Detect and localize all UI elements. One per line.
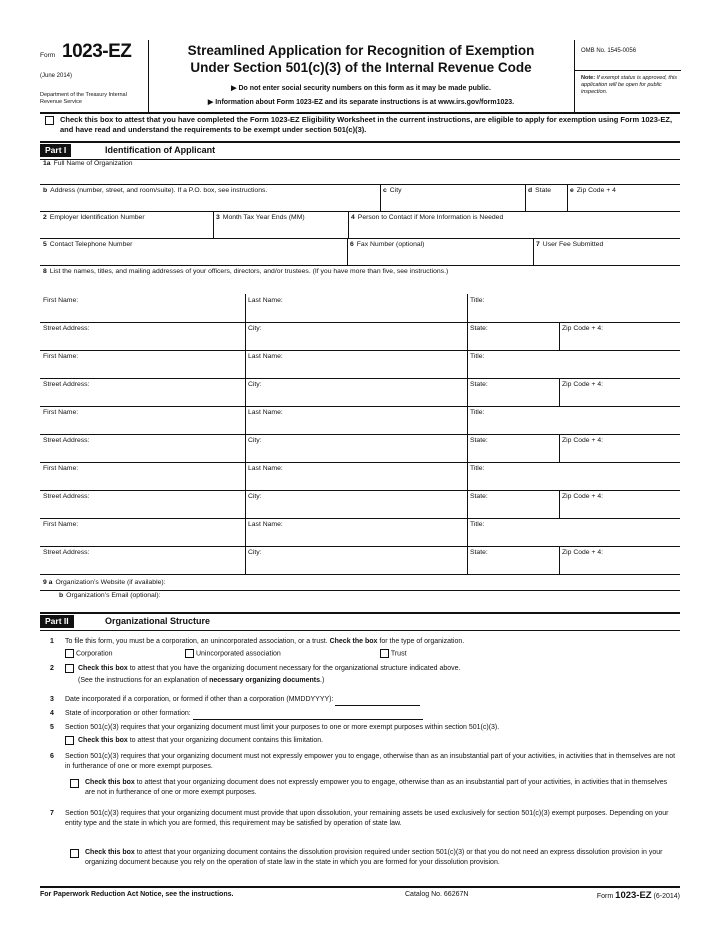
title-label: Title: bbox=[470, 465, 485, 472]
ein-label bbox=[43, 214, 145, 221]
title-label: Title: bbox=[470, 297, 485, 304]
form-page bbox=[40, 40, 680, 900]
officer-first-name-field[interactable] bbox=[40, 350, 246, 378]
field-label: Full Name of Organization bbox=[53, 160, 133, 167]
question-number: 4 bbox=[50, 710, 54, 717]
officer-title-field[interactable] bbox=[467, 518, 680, 546]
field-label: Address (number, street, and room/suite). If a P.O. box, see instructions. bbox=[50, 187, 268, 194]
omb-number: OMB No. 1545-0056 bbox=[581, 48, 637, 54]
title-block bbox=[148, 40, 574, 112]
telephone-field[interactable] bbox=[40, 239, 348, 265]
officer-street-field[interactable] bbox=[40, 546, 246, 574]
row-9b bbox=[40, 591, 680, 603]
first-name-label: First Name: bbox=[43, 297, 79, 304]
footer-form-number: 1023-EZ bbox=[615, 890, 652, 901]
q3-text bbox=[65, 695, 677, 706]
officer-city-field[interactable] bbox=[245, 546, 468, 574]
association-checkbox[interactable] bbox=[185, 649, 194, 658]
officer-address-row bbox=[40, 546, 680, 575]
officer-title-field[interactable] bbox=[467, 294, 680, 322]
title-label: Title: bbox=[470, 353, 485, 360]
q4-body: State of incorporation or other formation: bbox=[65, 710, 191, 717]
last-name-label: Last Name: bbox=[248, 521, 283, 528]
officer-city-field[interactable] bbox=[245, 378, 468, 406]
city-label: City: bbox=[248, 381, 262, 388]
officer-state-field[interactable] bbox=[467, 546, 560, 574]
field-label: Contact Telephone Number bbox=[49, 241, 133, 248]
fax-label bbox=[350, 241, 424, 248]
note-label: Note: bbox=[581, 75, 596, 81]
eligibility-attestation bbox=[40, 114, 680, 138]
officer-state-field[interactable] bbox=[467, 434, 560, 462]
q5-cb-text: to attest that your organizing document contains this limitation. bbox=[127, 737, 324, 744]
q4-text bbox=[65, 709, 677, 720]
city-label bbox=[383, 187, 402, 194]
last-name-label: Last Name: bbox=[248, 465, 283, 472]
field-label: Fax Number (optional) bbox=[356, 241, 425, 248]
officer-name-row bbox=[40, 462, 680, 491]
q5-bold: Check this box bbox=[78, 737, 128, 744]
row-8-header bbox=[40, 266, 680, 294]
officer-first-name-field[interactable] bbox=[40, 462, 246, 490]
q7-cb-text: to attest that your organizing document contains the dissolution provision required under section 501(c)(3) or that you do not need an express dissolution provision in your organizing document because you rely on the operation of state law in the state in which you are formed for your dissolution provision. bbox=[85, 849, 663, 866]
public-inspection-note bbox=[581, 75, 679, 96]
street-label: Street Address: bbox=[43, 437, 90, 444]
user-fee-label bbox=[536, 241, 603, 248]
officer-city-field[interactable] bbox=[245, 490, 468, 518]
first-name-label: First Name: bbox=[43, 409, 79, 416]
officer-zip-field[interactable] bbox=[559, 490, 680, 518]
officer-address-row bbox=[40, 322, 680, 351]
officer-last-name-field[interactable] bbox=[245, 294, 468, 322]
q6-attest bbox=[85, 778, 675, 797]
footer-form-id bbox=[597, 890, 680, 901]
last-name-label: Last Name: bbox=[248, 297, 283, 304]
form-title-line2: Under Section 501(c)(3) of the Internal Revenue Code bbox=[190, 60, 532, 75]
q6-bold: Check this box bbox=[85, 779, 135, 786]
field-num: 7 bbox=[536, 241, 540, 248]
part1-tag: Part I bbox=[40, 144, 71, 157]
email-field[interactable] bbox=[40, 591, 680, 603]
zip-label bbox=[570, 187, 616, 194]
officer-street-field[interactable] bbox=[40, 434, 246, 462]
q2-text bbox=[78, 664, 678, 674]
street-label: Street Address: bbox=[43, 493, 90, 500]
field-num: 5 bbox=[43, 241, 47, 248]
officer-street-field[interactable] bbox=[40, 490, 246, 518]
field-num: 2 bbox=[43, 214, 47, 221]
state-label: State: bbox=[470, 381, 488, 388]
q7-bold: Check this box bbox=[85, 849, 135, 856]
officer-last-name-field[interactable] bbox=[245, 462, 468, 490]
address-label bbox=[43, 187, 267, 194]
option-trust[interactable] bbox=[380, 649, 407, 659]
option-label: Corporation bbox=[75, 650, 113, 658]
officer-last-name-field[interactable] bbox=[245, 518, 468, 546]
zip-label: Zip Code + 4: bbox=[562, 381, 603, 388]
form-footer bbox=[40, 886, 680, 902]
zip-label: Zip Code + 4: bbox=[562, 437, 603, 444]
officer-first-name-field[interactable] bbox=[40, 518, 246, 546]
omb-block bbox=[574, 40, 681, 112]
form-id-block bbox=[40, 40, 149, 112]
form-label: Form bbox=[40, 52, 56, 59]
q5-checkbox[interactable] bbox=[65, 736, 74, 745]
field-num: b bbox=[59, 592, 64, 599]
field-num: e bbox=[570, 187, 574, 194]
row-1b bbox=[40, 185, 680, 212]
street-label: Street Address: bbox=[43, 381, 90, 388]
form-number: 1023-EZ bbox=[62, 41, 132, 62]
state-label: State: bbox=[470, 493, 488, 500]
option-label: Trust bbox=[390, 650, 407, 658]
field-num: c bbox=[383, 187, 387, 194]
field-num: 9 a bbox=[43, 579, 53, 586]
officer-last-name-field[interactable] bbox=[245, 406, 468, 434]
officer-street-field[interactable] bbox=[40, 378, 246, 406]
q2-body: to attest that you have the organizing document necessary for the organizational structure indicated above. bbox=[127, 665, 461, 672]
option-label: Unincorporated association bbox=[195, 650, 281, 658]
row-9a bbox=[40, 578, 680, 591]
q6-checkbox[interactable] bbox=[70, 779, 79, 788]
q1-tail: for the type of organization. bbox=[377, 638, 465, 645]
eligibility-attestation-text: Check this box to attest that you have completed the Form 1023-EZ Eligibility Worksheet in the current instructions, are eligible to apply for exemption using Form 1023-EZ, and have read and understand the requirements to be exempt under section 501(c)(3). bbox=[60, 115, 673, 134]
q2-checkbox[interactable] bbox=[65, 664, 74, 673]
row-1a bbox=[40, 158, 680, 185]
row-2-4 bbox=[40, 212, 680, 239]
contact-person-label bbox=[351, 214, 503, 221]
city-label: City: bbox=[248, 325, 262, 332]
field-label: Employer Identification Number bbox=[49, 214, 145, 221]
row-5-7 bbox=[40, 239, 680, 266]
question-number: 7 bbox=[50, 810, 54, 817]
fax-field[interactable] bbox=[347, 239, 534, 265]
officer-title-field[interactable] bbox=[467, 350, 680, 378]
officer-street-field[interactable] bbox=[40, 322, 246, 350]
part2-header bbox=[40, 612, 680, 631]
state-formation-input[interactable] bbox=[193, 709, 423, 720]
website-field[interactable] bbox=[40, 578, 680, 590]
field-num: 8 bbox=[43, 268, 47, 275]
officer-title-field[interactable] bbox=[467, 462, 680, 490]
city-field[interactable] bbox=[380, 185, 526, 211]
officer-name-row bbox=[40, 350, 680, 379]
city-label: City: bbox=[248, 437, 262, 444]
title-label: Title: bbox=[470, 521, 485, 528]
officer-state-field[interactable] bbox=[467, 378, 560, 406]
officer-state-field[interactable] bbox=[467, 490, 560, 518]
address-field[interactable] bbox=[40, 185, 381, 211]
first-name-label: First Name: bbox=[43, 353, 79, 360]
officer-zip-field[interactable] bbox=[559, 546, 680, 574]
field-num: b bbox=[43, 187, 48, 194]
q1-bold: Check the box bbox=[329, 638, 378, 645]
form-title-line1: Streamlined Application for Recognition of Exemption bbox=[187, 43, 535, 58]
note-text: If exempt status is approved, this application will be open for public inspection. bbox=[581, 75, 677, 95]
field-label: Organization’s Website (if available): bbox=[55, 579, 166, 586]
q2-sub-bold: necessary organizing documents bbox=[209, 677, 321, 684]
paperwork-notice: For Paperwork Reduction Act Notice, see the instructions. bbox=[40, 891, 234, 898]
q2-sub1: (See the instructions for an explanation of bbox=[78, 677, 210, 684]
officer-name-row bbox=[40, 294, 680, 323]
city-label: City: bbox=[248, 493, 262, 500]
officer-name-row bbox=[40, 518, 680, 547]
omb-divider bbox=[575, 70, 681, 71]
last-name-label: Last Name: bbox=[248, 409, 283, 416]
department-name: Department of the Treasury Internal Revenue Service bbox=[40, 92, 127, 105]
tax-year-label bbox=[216, 214, 305, 221]
org-name-label bbox=[43, 160, 133, 167]
field-label: List the names, titles, and mailing addresses of your officers, directors, and/or trustees. (If you have more than five, see instructions.) bbox=[49, 268, 449, 275]
footer-form-label: Form bbox=[596, 893, 616, 900]
q7-checkbox[interactable] bbox=[70, 849, 79, 858]
officer-city-field[interactable] bbox=[245, 322, 468, 350]
eligibility-checkbox[interactable] bbox=[45, 116, 54, 125]
field-num: 4 bbox=[351, 214, 355, 221]
field-label: City bbox=[389, 187, 402, 194]
footer-revision: (6-2014) bbox=[651, 893, 680, 900]
option-association[interactable] bbox=[185, 649, 281, 659]
officer-title-field[interactable] bbox=[467, 406, 680, 434]
form-revision: (June 2014) bbox=[40, 73, 73, 79]
zip-label: Zip Code + 4: bbox=[562, 549, 603, 556]
officer-last-name-field[interactable] bbox=[245, 350, 468, 378]
catalog-number: Catalog No. 66267N bbox=[405, 891, 469, 898]
field-num: 3 bbox=[216, 214, 220, 221]
org-name-field[interactable] bbox=[40, 158, 680, 184]
city-label: City: bbox=[248, 549, 262, 556]
website-label bbox=[43, 579, 166, 586]
zip-label: Zip Code + 4: bbox=[562, 493, 603, 500]
officer-address-row bbox=[40, 378, 680, 407]
question-number: 2 bbox=[50, 665, 54, 672]
state-label: State: bbox=[470, 437, 488, 444]
officer-zip-field[interactable] bbox=[559, 378, 680, 406]
zip-label: Zip Code + 4: bbox=[562, 325, 603, 332]
field-label: State bbox=[535, 187, 552, 194]
officer-first-name-field[interactable] bbox=[40, 294, 246, 322]
field-label: Month Tax Year Ends (MM) bbox=[222, 214, 305, 221]
corporation-checkbox[interactable] bbox=[65, 649, 74, 658]
first-name-label: First Name: bbox=[43, 465, 79, 472]
tax-year-field[interactable] bbox=[213, 212, 349, 238]
ssn-note: ▶ Do not enter social security numbers on this form as it may be made public. bbox=[231, 85, 491, 92]
state-label: State: bbox=[470, 549, 488, 556]
question-number: 6 bbox=[50, 753, 54, 760]
field-label: Zip Code + 4 bbox=[576, 187, 616, 194]
officer-zip-field[interactable] bbox=[559, 322, 680, 350]
field-num: 1a bbox=[43, 160, 51, 167]
first-name-label: First Name: bbox=[43, 521, 79, 528]
officer-state-field[interactable] bbox=[467, 322, 560, 350]
part1-title: Identification of Applicant bbox=[105, 145, 216, 155]
form-header bbox=[40, 40, 680, 114]
officer-address-row bbox=[40, 490, 680, 519]
info-note: ▶ Information about Form 1023-EZ and its separate instructions is at www.irs.gov/form1023. bbox=[207, 99, 515, 106]
title-label: Title: bbox=[470, 409, 485, 416]
q6-text: Section 501(c)(3) requires that your organizing document must not expressly empower you to engage, otherwise than as an insubstantial part of your activities, in activities that in themselves are not in furtherance of one or more exempt purposes. bbox=[65, 753, 676, 770]
field-num: 6 bbox=[350, 241, 354, 248]
user-fee-field[interactable] bbox=[533, 239, 680, 265]
q1-text: To file this form, you must be a corporation, an unincorporated association, or a trust. bbox=[65, 638, 330, 645]
q5-text: Section 501(c)(3) requires that your organizing document must limit your purposes to one or more exempt purposes within section 501(c)(3). bbox=[65, 724, 500, 731]
field-label: Organization’s Email (optional): bbox=[66, 592, 161, 599]
officer-name-row bbox=[40, 406, 680, 435]
q5-attest bbox=[78, 736, 678, 746]
email-label bbox=[59, 592, 160, 599]
street-label: Street Address: bbox=[43, 549, 90, 556]
state-label: State: bbox=[470, 325, 488, 332]
field-label: Person to Contact if More Information is Needed bbox=[357, 214, 504, 221]
q7-text: Section 501(c)(3) requires that your organizing document must provide that upon dissolution, your remaining assets be used exclusively for section 501(c)(3) exempt purposes. Depending on your entity type and the state in which you are formed, this requirement may be satisfied by operation of state law. bbox=[65, 810, 669, 827]
last-name-label: Last Name: bbox=[248, 353, 283, 360]
q2-bold: Check this box bbox=[78, 665, 128, 672]
option-corporation[interactable] bbox=[65, 649, 113, 659]
q3-body: Date incorporated if a corporation, or formed if other than a corporation (MMDDYYYY): bbox=[65, 696, 334, 703]
q6-cb-text: to attest that your organizing document does not expressly empower you to engage, otherwise than as an insubstantial part of your activities, in activities that in themselves are not in furtherance of one or more exempt purposes. bbox=[85, 779, 668, 796]
street-label: Street Address: bbox=[43, 325, 90, 332]
state-field[interactable] bbox=[525, 185, 568, 211]
officer-address-row bbox=[40, 434, 680, 463]
zip-field[interactable] bbox=[567, 185, 680, 211]
q7-attest bbox=[85, 848, 675, 867]
question-text bbox=[65, 637, 677, 647]
officer-first-name-field[interactable] bbox=[40, 406, 246, 434]
q2-sub bbox=[78, 676, 678, 686]
field-label: User Fee Submitted bbox=[542, 241, 604, 248]
part2-tag: Part II bbox=[40, 615, 74, 628]
state-label bbox=[528, 187, 551, 194]
date-incorporated-input[interactable] bbox=[335, 695, 420, 706]
officer-city-field[interactable] bbox=[245, 434, 468, 462]
telephone-label bbox=[43, 241, 132, 248]
q2-sub2: .) bbox=[320, 677, 325, 684]
contact-person-field[interactable] bbox=[348, 212, 680, 238]
question-number: 5 bbox=[50, 724, 54, 731]
part2-title: Organizational Structure bbox=[105, 616, 211, 626]
officers-instruction bbox=[43, 268, 448, 275]
field-num: d bbox=[528, 187, 533, 194]
trust-checkbox[interactable] bbox=[380, 649, 389, 658]
officer-zip-field[interactable] bbox=[559, 434, 680, 462]
question-number: 3 bbox=[50, 696, 54, 703]
ein-field[interactable] bbox=[40, 212, 214, 238]
question-number: 1 bbox=[50, 638, 54, 645]
